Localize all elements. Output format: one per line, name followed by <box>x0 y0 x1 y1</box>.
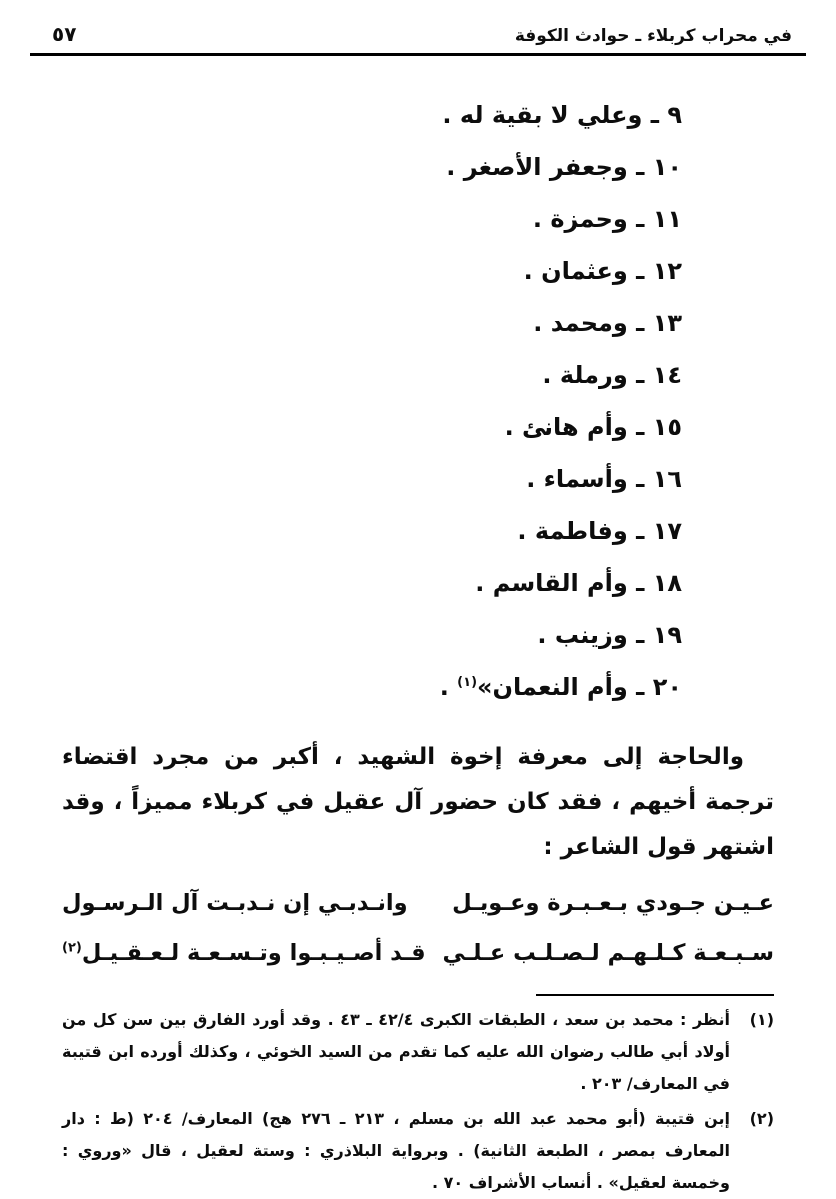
footnote-ref-2: (٢) <box>62 940 82 956</box>
poetry-verse <box>62 878 774 928</box>
list-item-text: ١٠ ـ وجعفر الأصغر . <box>446 153 682 181</box>
hemistich-left <box>62 928 426 978</box>
running-header <box>30 22 806 56</box>
poetry-block <box>62 878 774 978</box>
list-item <box>62 505 682 557</box>
list-item-text: ١٣ ـ ومحمد . <box>533 309 682 337</box>
footnote <box>62 1103 774 1199</box>
hemistich-right: عـيـن جـودي بـعـبـرة وعـويـل <box>452 890 774 916</box>
body-paragraph: والحاجة إلى معرفة إخوة الشهيد ، أكبر من مجرد اقتضاء ترجمة أخيهم ، فقد كان حضور آل عقيل في كربلاء مميزاً ، وقد اشتهر قول الشاعر : <box>62 744 774 860</box>
footnote-separator <box>536 994 774 996</box>
footnote-marker: (١) <box>749 1010 774 1029</box>
running-header-title: في محراب كربلاء ـ حوادث الكوفة <box>514 26 792 46</box>
list-item <box>62 557 682 609</box>
list-item-text: ١٧ ـ وفاطمة . <box>517 517 682 545</box>
list-item-text: ١٥ ـ وأم هانئ . <box>504 413 682 441</box>
list-item <box>62 453 682 505</box>
page-number: ٥٧ <box>52 22 77 46</box>
hemistich-left-text: وانـدبـي إن نـدبـت آل الـرسـول <box>62 890 408 916</box>
footnote-text: إبن قتيبة (أبو محمد عبد الله بن مسلم ، ٢١٣ ـ ٢٧٦ هج) المعارف/ ٢٠٤ (ط : دار المعارف بمصر ، الطبعة الثانية) . وبرواية البلاذري : وستة لعقيل ، قال «وروي : وخمسة لعقيل» . أنساب الأشراف ٧٠ . <box>62 1109 731 1192</box>
list-item <box>62 661 682 713</box>
list-item <box>62 245 682 297</box>
header-rule <box>30 53 806 56</box>
list-item <box>62 609 682 661</box>
list-item-text: ١٨ ـ وأم القاسم . <box>475 569 682 597</box>
list-item-text: ١٤ ـ ورملة . <box>542 361 682 389</box>
list-item <box>62 89 682 141</box>
footnote-ref-1: (١) <box>457 675 478 690</box>
brothers-list <box>62 89 774 713</box>
footnote <box>62 1004 774 1100</box>
list-item <box>62 141 682 193</box>
poetry-verse <box>62 928 774 978</box>
list-item-tail: . <box>439 673 458 701</box>
list-item <box>62 401 682 453</box>
list-item-text: ١١ ـ وحمزة . <box>532 205 682 233</box>
list-item-text: ١٩ ـ وزينب . <box>537 621 682 649</box>
footnote-marker: (٢) <box>749 1109 774 1128</box>
hemistich-left <box>62 878 408 928</box>
list-item-text: ٩ ـ وعلي لا بقية له . <box>442 101 682 129</box>
hemistich-left-text: قـد أصـيـبـوا وتـسـعـة لـعـقـيـل <box>81 940 426 966</box>
footnotes-section <box>30 994 806 1199</box>
list-item-text: ١٦ ـ وأسماء . <box>526 465 682 493</box>
list-item <box>62 297 682 349</box>
list-item-text: ٢٠ ـ وأم النعمان» <box>477 673 682 701</box>
list-item <box>62 193 682 245</box>
list-item-text: ١٢ ـ وعثمان . <box>523 257 682 285</box>
hemistich-right: سـبـعـة كـلـهـم لـصـلـب عـلـي <box>442 940 774 966</box>
footnote-text: أنظر : محمد بن سعد ، الطبقات الكبرى ٤٢/٤ ـ ٤٣ . وقد أورد الفارق بين سن كل من أولاد أبي طالب رضوان الله عليه كما تقدم من السيد الخوئي ، وكذلك أورده ابن قتيبة في المعارف/ ٢٠٣ . <box>62 1010 730 1093</box>
list-item <box>62 349 682 401</box>
page-body <box>30 89 806 978</box>
